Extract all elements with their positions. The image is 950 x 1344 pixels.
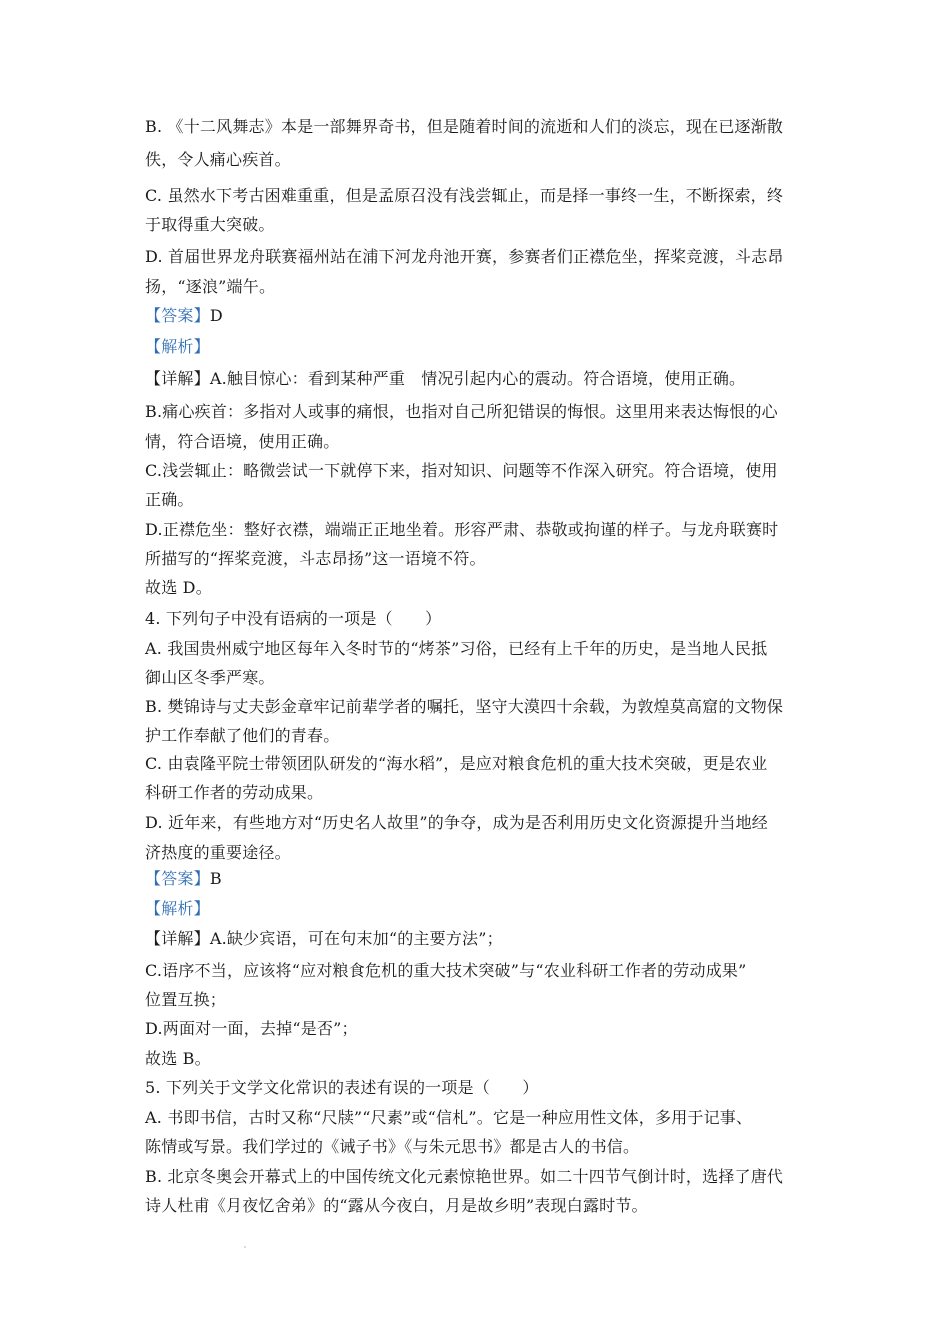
q4-detail-line2: C.语序不当，应该将“应对粮食危机的重大技术突破”与“农业科研工作者的劳动成果” <box>145 961 747 980</box>
q5-option-b-line1: B. 北京冬奥会开幕式上的中国传统文化元素惊艳世界。如二十四节气倒计时，选择了唐代 <box>145 1167 784 1186</box>
q5-question: 5. 下列关于文学文化常识的表述有误的一项是（ ） <box>145 1078 539 1097</box>
q4-option-b-line2: 护工作奉献了他们的青春。 <box>145 726 340 745</box>
q4-detail-line4: D.两面对一面，去掉“是否”； <box>145 1019 358 1038</box>
q4-analysis-tag: 【解析】 <box>145 899 210 918</box>
footer-mark <box>244 1246 246 1248</box>
q5-option-a-line1: A. 书即书信，古时又称“尺牍”“尺素”或“信札”。它是一种应用性文体，多用于记事、 <box>145 1108 753 1127</box>
q4-option-a-line1: A. 我国贵州威宁地区每年入冬时节的“烤茶”习俗，已经有上千年的历史，是当地人民抵 <box>145 639 768 658</box>
q3-option-d-line2: 扬，“逐浪”端午。 <box>145 277 276 296</box>
answer-tag: 【答案】 <box>145 869 210 888</box>
detail-tag: 【详解】 <box>145 929 210 948</box>
q4-detail-line3: 位置互换； <box>145 990 227 1009</box>
q4-option-d-line1: D. 近年来，有些地方对“历史名人故里”的争夺，成为是否利用历史文化资源提升当地经 <box>145 813 768 832</box>
q3-detail-line6: D.正襟危坐：整好衣襟，端端正正地坐着。形容严肃、恭敬或拘谨的样子。与龙舟联赛时 <box>145 520 779 539</box>
answer-tag: 【答案】 <box>145 306 210 325</box>
q4-option-d-line2: 济热度的重要途径。 <box>145 843 291 862</box>
q3-conclusion: 故选 D。 <box>145 578 212 597</box>
q4-detail-line1 <box>145 929 503 949</box>
q3-detail-line5: 正确。 <box>145 490 194 509</box>
q3-option-c-line1: C. 虽然水下考古困难重重，但是孟原召没有浅尝辄止，而是择一事终一生，不断探索，终 <box>145 186 784 205</box>
q4-answer <box>145 869 222 889</box>
q3-answer <box>145 306 223 326</box>
q3-detail-line2: B.痛心疾首：多指对人或事的痛恨，也指对自己所犯错误的悔恨。这里用来表达悔恨的心 <box>145 402 778 421</box>
q5-option-a-line2: 陈情或写景。我们学过的《诫子书》《与朱元思书》都是古人的书信。 <box>145 1137 640 1156</box>
detail-tag: 【详解】 <box>145 369 210 388</box>
q3-option-d-line1: D. 首届世界龙舟联赛福州站在浦下河龙舟池开赛，参赛者们正襟危坐，挥桨竞渡，斗志昂 <box>145 247 784 266</box>
q3-option-b-line1: B. 《十二风舞志》本是一部舞界奇书，但是随着时间的流逝和人们的淡忘，现在已逐渐散 <box>145 117 784 136</box>
q4-question: 4. 下列句子中没有语病的一项是（ ） <box>145 609 442 628</box>
detail-text: A.缺少宾语，可在句末加“的主要方法”； <box>209 929 503 948</box>
q3-detail-line1 <box>145 369 745 389</box>
q3-analysis-tag: 【解析】 <box>145 337 210 356</box>
answer-value: B <box>209 869 222 888</box>
q3-option-c-line2: 于取得重大突破。 <box>145 215 275 234</box>
q3-detail-line3: 情，符合语境，使用正确。 <box>145 432 340 451</box>
q5-option-b-line2: 诗人杜甫《月夜忆舍弟》的“露从今夜白，月是故乡明”表现白露时节。 <box>145 1196 648 1215</box>
q3-detail-line7: 所描写的“挥桨竞渡，斗志昂扬”这一语境不符。 <box>145 549 486 568</box>
q4-conclusion: 故选 B。 <box>145 1049 211 1068</box>
q4-option-b-line1: B. 樊锦诗与丈夫彭金章牢记前辈学者的嘱托，坚守大漠四十余载，为敦煌莫高窟的文物保 <box>145 697 784 716</box>
q3-detail-line4: C.浅尝辄止：略微尝试一下就停下来，指对知识、问题等不作深入研究。符合语境，使用 <box>145 461 778 480</box>
answer-value: D <box>209 306 223 325</box>
q4-option-c-line2: 科研工作者的劳动成果。 <box>145 783 324 802</box>
q4-option-a-line2: 御山区冬季严寒。 <box>145 668 275 687</box>
q4-option-c-line1: C. 由袁隆平院士带领团队研发的“海水稻”，是应对粮食危机的重大技术突破，更是农业 <box>145 754 768 773</box>
detail-text: A.触目惊心：看到某种严重 情况引起内心的震动。符合语境，使用正确。 <box>209 369 746 388</box>
q3-option-b-line2: 佚，令人痛心疾首。 <box>145 150 291 169</box>
